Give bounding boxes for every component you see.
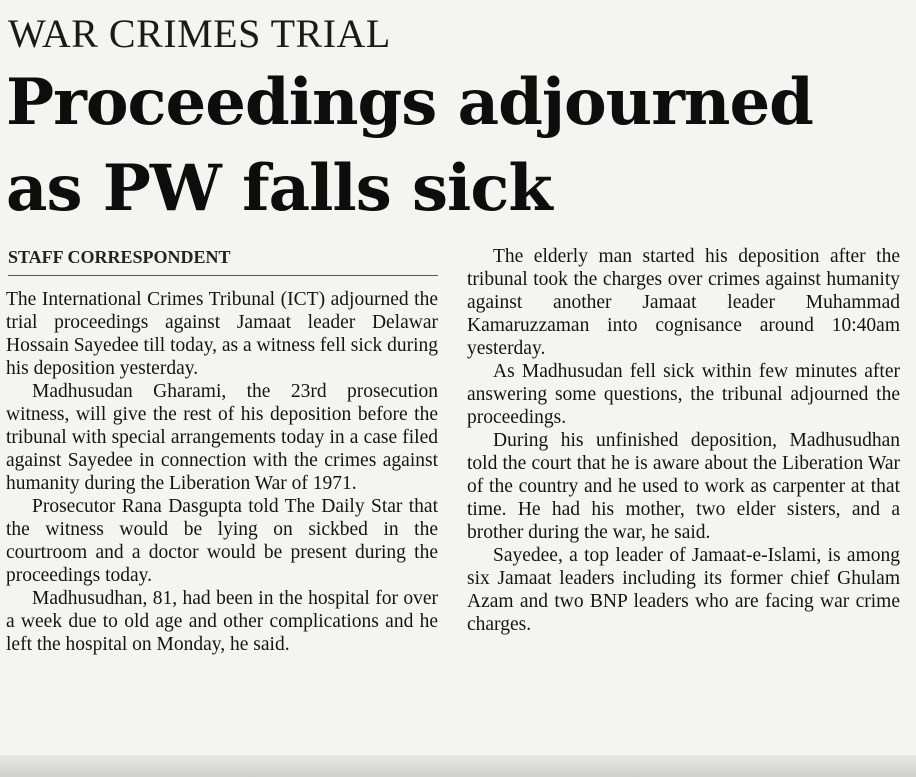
article-column-1 — [6, 288, 438, 656]
paragraph: As Madhusudan fell sick within few minutes after answering some questions, the tribunal adjourned the proceedings. — [467, 361, 900, 428]
paragraph: Madhusudan Gharami, the 23rd prosecution witness, will give the rest of his deposition before the tribunal with special arrangements today in a case filed against Sayedee in connection with the crimes against humanity during the Liberation War of 1971. — [6, 381, 438, 494]
paragraph: The International Crimes Tribunal (ICT) adjourned the trial proceedings against Jamaat leader Delawar Hossain Sayedee till today, as a witness fell sick during his deposition yesterday. — [6, 289, 438, 379]
paragraph: The elderly man started his deposition after the tribunal took the charges over crimes against humanity against another Jamaat leader Muhammad Kamaruzzaman into cognisance around 10:40am yesterday. — [467, 246, 900, 359]
paragraph: During his unfinished deposition, Madhusudhan told the court that he is aware about the Liberation War of the country and he used to work as carpenter at that time. He had his mother, two elder sisters, and a brother during the war, he said. — [467, 430, 900, 543]
paragraph: Prosecutor Rana Dasgupta told The Daily Star that the witness would be lying on sickbed in the courtroom and a doctor would be present during the proceedings today. — [6, 496, 438, 586]
section-kicker: WAR CRIMES TRIAL — [8, 11, 391, 56]
byline-divider — [8, 275, 438, 276]
byline: STAFF CORRESPONDENT — [8, 247, 231, 267]
headline-line-2: as PW falls sick — [6, 151, 552, 226]
article-column-2 — [467, 245, 900, 636]
paragraph: Madhusudhan, 81, had been in the hospital for over a week due to old age and other complications and he left the hospital on Monday, he said. — [6, 588, 438, 655]
paragraph: Sayedee, a top leader of Jamaat-e-Islami, is among six Jamaat leaders including its former chief Ghulam Azam and two BNP leaders who are facing war crime charges. — [467, 545, 900, 635]
page-edge-shadow — [0, 755, 916, 777]
headline — [6, 60, 906, 232]
headline-line-1: Proceedings adjourned — [6, 65, 813, 140]
